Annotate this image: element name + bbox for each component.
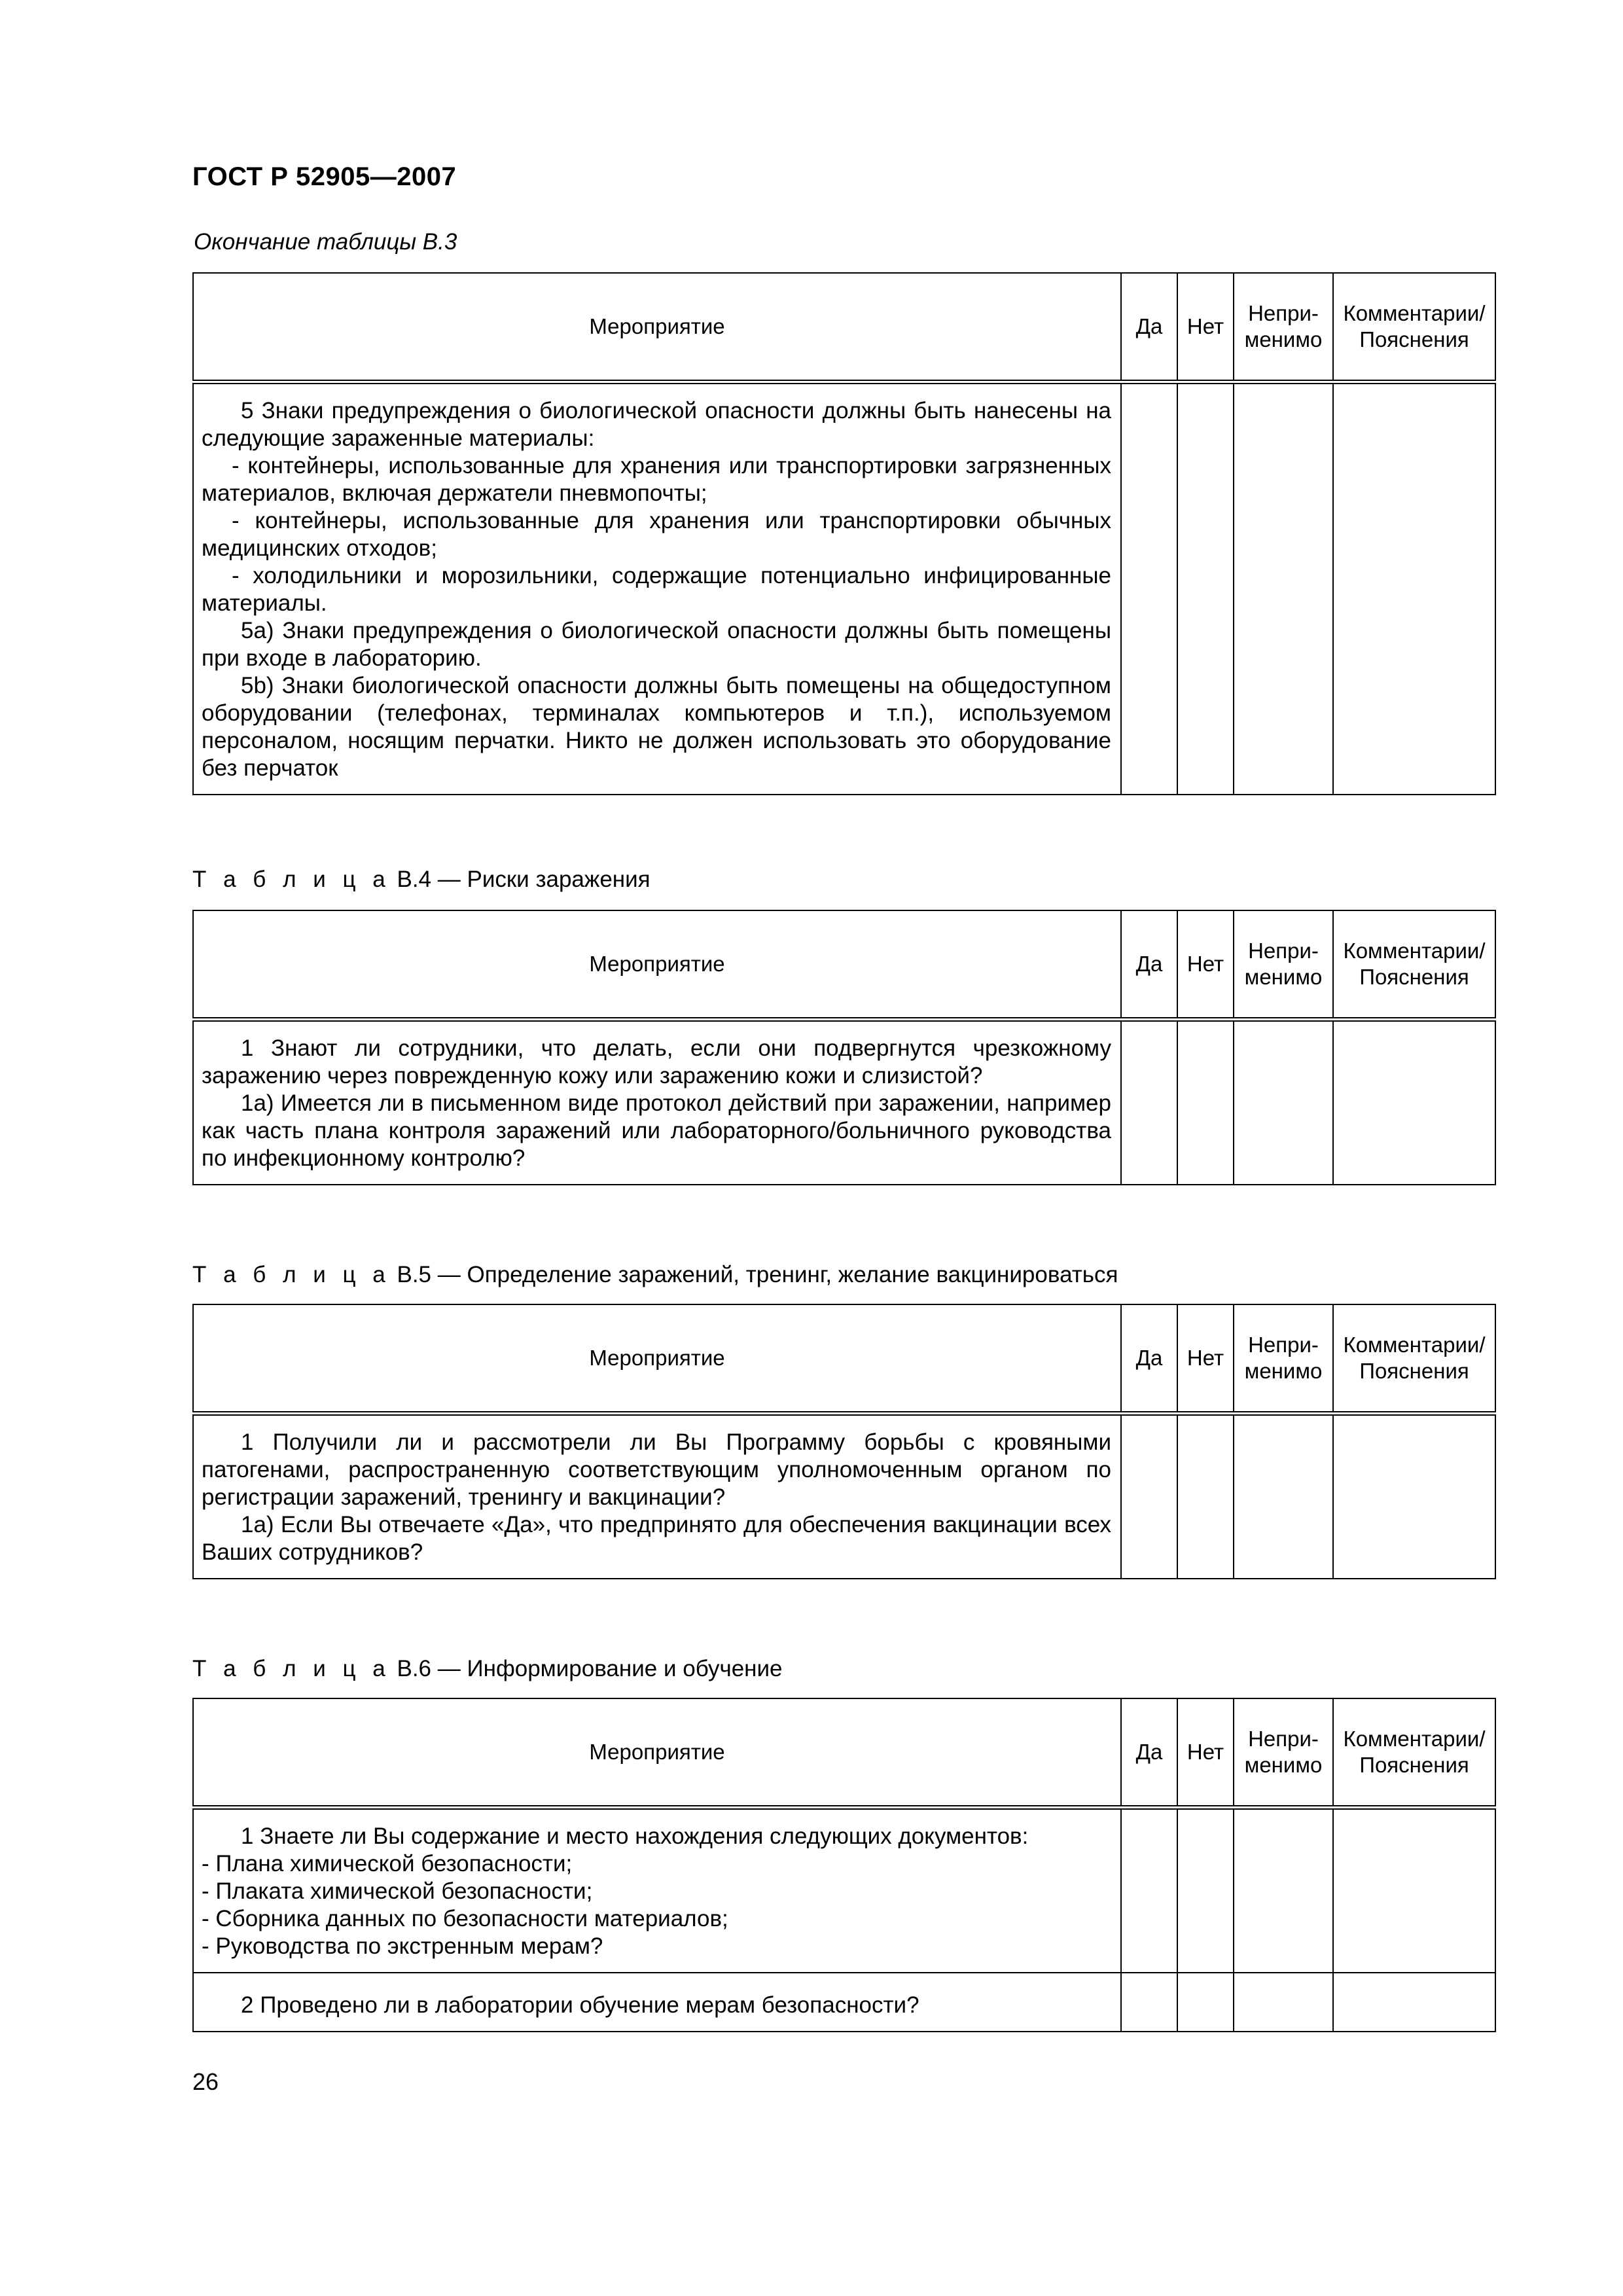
answer-yes-cell: [1121, 1807, 1177, 1973]
column-header-measure: Мероприятие: [193, 910, 1121, 1019]
measure-text: 1 Знаете ли Вы содержание и место нахождения следующих документов:: [241, 1823, 1029, 1849]
answer-yes-cell: [1121, 1019, 1177, 1185]
column-header-yes: Да: [1121, 273, 1177, 382]
answer-not-applicable-cell: [1234, 1973, 1333, 2032]
answer-no-cell: [1177, 1973, 1234, 2032]
answer-no-cell: [1177, 1413, 1234, 1579]
column-header-measure: Мероприятие: [193, 1304, 1121, 1413]
measure-text: 1 Получили ли и рассмотрели ли Вы Программу борьбы с кровяными патогенами, распространенную соответствующим уполномоченным органом по регистрации заражений, тренингу и вакцинации?: [202, 1429, 1111, 1510]
comment-cell: [1333, 1413, 1495, 1579]
table-row: [193, 1019, 1495, 1185]
column-header-yes: Да: [1121, 910, 1177, 1019]
comment-cell: [1333, 1973, 1495, 2032]
table-b4-caption: Т а б л и ц а B.4 — Риски заражения: [192, 867, 651, 892]
column-header-yes: Да: [1121, 1304, 1177, 1413]
measure-text: 5 Знаки предупреждения о биологической опасности должны быть нанесены на следующие зараженные материалы:: [202, 397, 1111, 451]
column-header-comments: Комментарии/ Пояснения: [1333, 1698, 1495, 1807]
table-row: [193, 1973, 1495, 2032]
measure-text: - контейнеры, использованные для хранения или транспортировки обычных медицинских отходов;: [202, 507, 1111, 561]
table-b5: [192, 1304, 1496, 1579]
measure-text: 1a) Имеется ли в письменном виде протокол действий при заражении, например как часть плана контроля заражений или лабораторного/больничного руководства по инфекционному контролю?: [202, 1090, 1111, 1171]
column-header-no: Нет: [1177, 1698, 1234, 1807]
measure-text: - холодильники и морозильники, содержащие потенциально инфицированные материалы.: [202, 562, 1111, 616]
table-row: [193, 1413, 1495, 1579]
column-header-yes: Да: [1121, 1698, 1177, 1807]
table-row: [193, 382, 1495, 795]
column-header-not-applicable: Непри- менимо: [1234, 1304, 1333, 1413]
measure-text: - Сборника данных по безопасности материалов;: [202, 1905, 728, 1931]
column-header-comments: Комментарии/ Пояснения: [1333, 1304, 1495, 1413]
page-number: 26: [192, 2068, 219, 2095]
measure-text: - Плана химической безопасности;: [202, 1850, 573, 1876]
measure-text: 1 Знают ли сотрудники, что делать, если они подвергнутся чрезкожному заражению через поврежденную кожу или заражению кожи и слизистой?: [202, 1035, 1111, 1088]
measure-text: 1a) Если Вы отвечаете «Да», что предпринято для обеспечения вакцинации всех Ваших сотрудников?: [202, 1511, 1111, 1565]
answer-no-cell: [1177, 1019, 1234, 1185]
answer-yes-cell: [1121, 1973, 1177, 2032]
answer-not-applicable-cell: [1234, 1019, 1333, 1185]
measure-text: - Плаката химической безопасности;: [202, 1878, 593, 1904]
column-header-no: Нет: [1177, 910, 1234, 1019]
document-header: ГОСТ Р 52905—2007: [192, 162, 457, 191]
table-b5-caption: Т а б л и ц а B.5 — Определение заражений, тренинг, желание вакцинироваться: [192, 1262, 1118, 1287]
comment-cell: [1333, 1807, 1495, 1973]
answer-yes-cell: [1121, 382, 1177, 795]
table-row: [193, 1807, 1495, 1973]
column-header-not-applicable: Непри- менимо: [1234, 1698, 1333, 1807]
measure-text: 2 Проведено ли в лаборатории обучение мерам безопасности?: [241, 1992, 919, 2018]
measure-text: 5b) Знаки биологической опасности должны быть помещены на общедоступном оборудовании (телефонах, терминалах компьютеров и т.п.), используемом персоналом, носящим перчатки. Никто не должен использовать это оборудование без перчаток: [202, 672, 1111, 781]
column-header-comments: Комментарии/ Пояснения: [1333, 910, 1495, 1019]
column-header-not-applicable: Непри- менимо: [1234, 910, 1333, 1019]
column-header-comments: Комментарии/ Пояснения: [1333, 273, 1495, 382]
measure-cell: [193, 1807, 1121, 1973]
measure-cell: [193, 1019, 1121, 1185]
column-header-no: Нет: [1177, 273, 1234, 382]
table-continuation-caption: Окончание таблицы В.3: [194, 229, 457, 255]
measure-cell: [193, 1973, 1121, 2032]
measure-cell: [193, 1413, 1121, 1579]
answer-not-applicable-cell: [1234, 1413, 1333, 1579]
answer-no-cell: [1177, 382, 1234, 795]
column-header-no: Нет: [1177, 1304, 1234, 1413]
answer-not-applicable-cell: [1234, 382, 1333, 795]
column-header-not-applicable: Непри- менимо: [1234, 273, 1333, 382]
column-header-measure: Мероприятие: [193, 273, 1121, 382]
measure-text: - Руководства по экстренным мерам?: [202, 1933, 603, 1959]
table-b6: [192, 1698, 1496, 2032]
table-b3: [192, 272, 1496, 795]
answer-not-applicable-cell: [1234, 1807, 1333, 1973]
measure-cell: [193, 382, 1121, 795]
answer-yes-cell: [1121, 1413, 1177, 1579]
comment-cell: [1333, 1019, 1495, 1185]
column-header-measure: Мероприятие: [193, 1698, 1121, 1807]
answer-no-cell: [1177, 1807, 1234, 1973]
measure-text: - контейнеры, использованные для хранения или транспортировки загрязненных материалов, включая держатели пневмопочты;: [202, 452, 1111, 506]
table-b6-caption: Т а б л и ц а B.6 — Информирование и обучение: [192, 1656, 783, 1681]
measure-text: 5a) Знаки предупреждения о биологической опасности должны быть помещены при входе в лабораторию.: [202, 617, 1111, 671]
table-b4: [192, 910, 1496, 1185]
comment-cell: [1333, 382, 1495, 795]
